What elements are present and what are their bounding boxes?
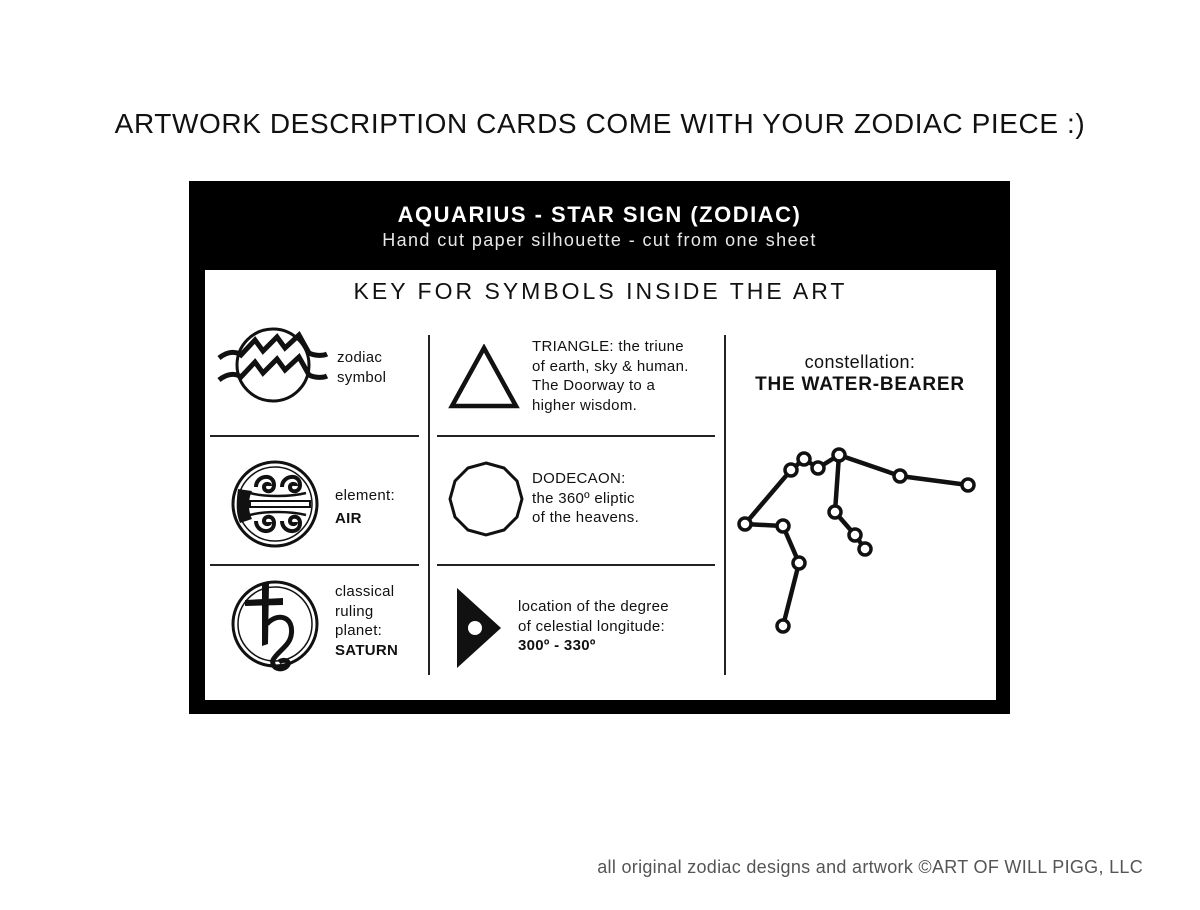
text-line: location of the degree (518, 598, 669, 615)
symbol-key-panel (205, 270, 996, 700)
text-line: higher wisdom. (532, 396, 638, 414)
text-line: The Doorway to a (532, 377, 656, 394)
text-line: of the heavens. (532, 509, 640, 526)
ruling-planet-description (335, 582, 398, 660)
zodiac-symbol-description (337, 348, 386, 387)
text-line: element: (335, 487, 395, 504)
text-line: the 360º eliptic (532, 489, 635, 507)
saturn-planet-icon (229, 578, 321, 676)
triangle-icon (448, 344, 520, 410)
dodecagon-description (532, 469, 639, 528)
text-line: classical (335, 583, 395, 600)
air-element-icon (230, 459, 320, 549)
copyright-footer: all original zodiac designs and artwork ©ART OF WILL PIGG, LLC (597, 857, 1143, 877)
column-divider-left (428, 335, 430, 675)
constellation-name: THE WATER-BEARER (755, 374, 965, 395)
constellation-label: constellation: (804, 352, 916, 372)
text-line: DODECAON: (532, 470, 626, 487)
celestial-longitude-description (518, 597, 669, 656)
row-divider (437, 564, 715, 566)
element-value: AIR (335, 509, 362, 527)
text-line: symbol (337, 368, 387, 386)
card-title: AQUARIUS - STAR SIGN (ZODIAC) (397, 202, 802, 227)
row-divider (210, 435, 419, 437)
planet-value: SATURN (335, 641, 399, 659)
artwork-description-card (189, 181, 1010, 714)
text-line: of celestial longitude: (518, 617, 665, 635)
row-divider (210, 564, 419, 566)
page-heading: ARTWORK DESCRIPTION CARDS COME WITH YOUR ZODIAC PIECE :) (114, 108, 1086, 139)
text-line: zodiac (337, 349, 383, 366)
triangle-description (532, 337, 689, 415)
dodecagon-icon (447, 460, 525, 538)
key-heading: KEY FOR SYMBOLS INSIDE THE ART (353, 278, 848, 304)
longitude-value: 300º - 330º (518, 637, 596, 654)
celestial-longitude-marker-icon (455, 586, 503, 670)
text-line: of earth, sky & human. (532, 357, 689, 375)
element-description (335, 486, 395, 528)
card-subtitle: Hand cut paper silhouette - cut from one sheet (382, 230, 817, 250)
text-line: ruling (335, 602, 374, 620)
text-line: planet: (335, 622, 383, 639)
text-line: TRIANGLE: the triune (532, 338, 684, 355)
aquarius-zodiac-symbol-icon (215, 322, 330, 406)
water-bearer-constellation-icon (735, 440, 985, 640)
row-divider (437, 435, 715, 437)
